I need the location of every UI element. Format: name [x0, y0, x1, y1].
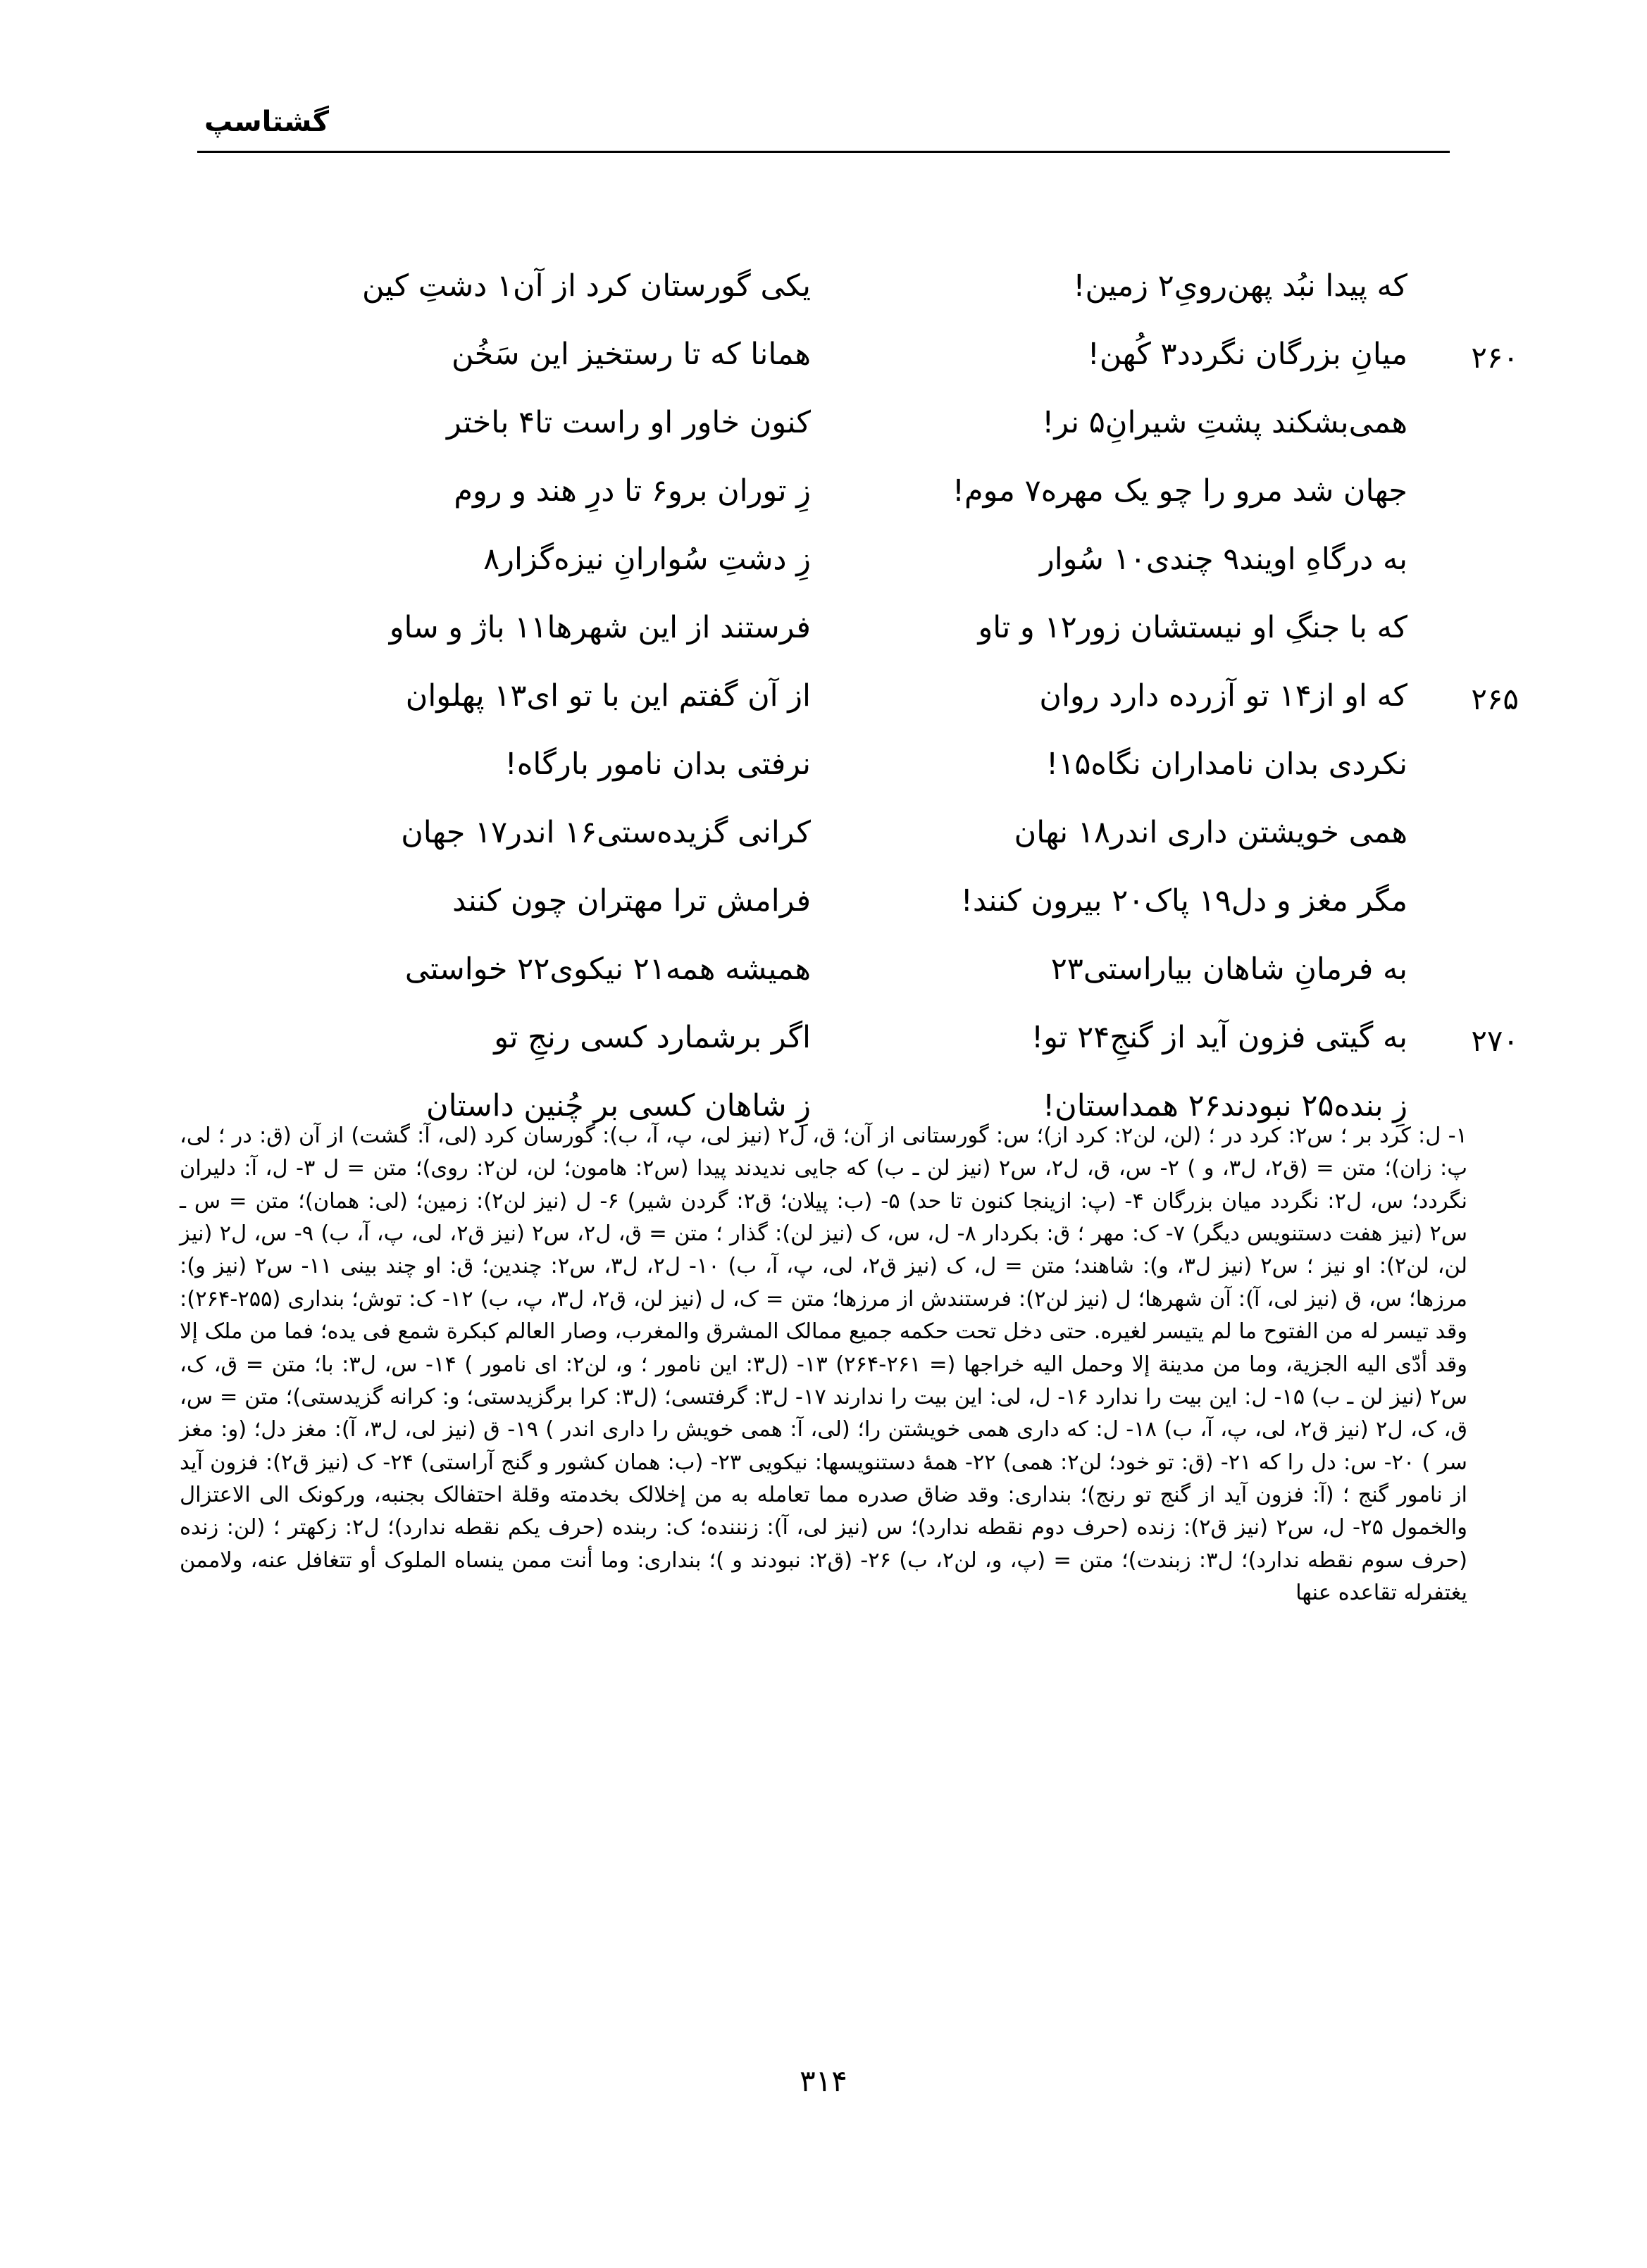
verse-row: [211, 541, 1436, 609]
hemistich-second: به درگاهِ اویند۹ چندی۱۰ سُوار: [1040, 542, 1407, 577]
verse-number: ۲۶۰: [1471, 340, 1519, 375]
hemistich-first: فرامش ترا مهتران چون کنند: [452, 883, 811, 918]
hemistich-second: که با جنگِ او نیستشان زور۱۲ و تاو: [978, 610, 1407, 645]
hemistich-second: که پیدا نبُد پهن‌رویِ۲ زمین!: [1073, 268, 1407, 304]
verse-row: [211, 336, 1519, 404]
running-head-title: گشتاسپ: [204, 106, 329, 138]
verse-row: [211, 814, 1436, 883]
verse-row: [211, 746, 1436, 814]
verse-number: ۲۶۵: [1471, 682, 1519, 716]
hemistich-first: نرفتی بدان نامور بارگاه!: [504, 747, 811, 782]
verse-row: [211, 883, 1436, 951]
verse-block: [211, 268, 1519, 1156]
verse-row: [211, 678, 1519, 746]
page-header: [197, 106, 1450, 190]
verse-row: [211, 473, 1436, 541]
hemistich-second: همی‌بشکند پشتِ شیرانِ۵ نر!: [1042, 405, 1407, 440]
hemistich-first: اگر برشمارد کسی رنجِ تو: [494, 1020, 811, 1055]
hemistich-second: مگر مغز و دل۱۹ پاک۲۰ بیرون کنند!: [960, 883, 1407, 918]
hemistich-first: کرانی گزیده‌ستی۱۶ اندر۱۷ جهان: [401, 815, 811, 850]
hemistich-second: که او از۱۴ تو آزرده دارد روان: [1039, 678, 1407, 714]
verse-row: [211, 268, 1436, 336]
hemistich-first: زِ شاهان کسی بر چُنین داستان: [425, 1088, 811, 1123]
hemistich-second: میانِ بزرگان نگردد۳ کُهن!: [1087, 337, 1407, 372]
hemistich-first: از آن گفتم این با تو ای۱۳ پهلوان: [405, 678, 811, 714]
hemistich-first: همانا که تا رستخیز این سَخُن: [451, 337, 811, 372]
hemistich-first: زِ دشتِ سُوارانِ نیزه‌گزار۸: [483, 542, 811, 577]
hemistich-first: کنون خاور او راست تا۴ باختر: [446, 405, 811, 440]
verse-row: [211, 609, 1436, 678]
hemistich-second: همی خویشتن داری اندر۱۸ نهان: [1014, 815, 1407, 850]
page-number: ۳۱۴: [800, 2064, 847, 2098]
hemistich-second: به گیتی فزون آید از گنجِ۲۴ تو!: [1031, 1020, 1407, 1055]
apparatus-paragraph: ۱- ل: کرد بر ؛ س۲: کرد در ؛ (لن، لن۲: کرد از)؛ س: گورستانی از آن؛ ق، ل۲ (نیز لی، پ، آ، ب): گورسان کرد (لی، آ: گشت) از آن (ق: در ؛ لی، پ: زان)؛ متن = (ق۲، ل۳، و ) ۲- س، ق، ل۲، س۲ (نیز لن ـ ب) که جایی ندیدند پیدا (س۲: هامون؛ لن، لن۲: روی)؛ متن = ل ۳- ل، آ: دلیران نگردد؛ س، ل۲: نگردد میان بزرگان ۴- (پ: ازینجا کنون تا حد) ۵- (ب: پیلان؛ ق۲: گردن شیر) ۶- ل (نیز لن۲): زمین؛ (لی: همان)؛ متن = س ـ س۲ (نیز هفت دستنویس دیگر) ۷- ک: مهر ؛ ق: بکردار ۸- ل، س، ک (نیز لن): گذار ؛ متن = ق، ل۲، س۲ (نیز ق۲، لی، پ، آ، ب) ۹- س، ل۲ (نیز لن، لن۲): او نیز ؛ س۲ (نیز ل۳، و): شاهند؛ متن = ل، ک (نیز ق۲، لی، پ، آ، ب) ۱۰- ل۲، ل۳، س۲: چندین؛ ق: او چند بینی ۱۱- س۲ (نیز و): مرزها؛ س، ق (نیز لی، آ): آن شهرها؛ ل (نیز لن۲): فرستندش از مرزها؛ متن = ک، ل (نیز لن، ق۲، ل۳، پ، ب) ۱۲- ک: توش؛ بنداری (۲۵۵-۲۶۴): وقد تیسر له من الفتوح ما لم یتیسر لغیره. حتی دخل تحت حکمه جمیع ممالک المشرق والمغرب، وصار العالم کبکرة شمع فی یده؛ فما من ملک إلا وقد أدّی الیه الجزیة، وما من مدینة إلا وحمل الیه خراجها (= ۲۶۱-۲۶۴) ۱۳- (ل۳: این نامور ؛ و، لن۲: ای نامور ) ۱۴- س، ل۳: با؛ متن = ق، ک، س۲ (نیز لن ـ ب) ۱۵- ل: این بیت را ندارد ۱۶- ل، لی: این بیت را ندارند ۱۷- ل۳: گرفتسی؛ (ل۳: کرا برگزیدستی؛ و: کرانه گزیدستی)؛ متن = س، ق، ک، ل۲ (نیز ق۲، لی، پ، آ، ب) ۱۸- ل: که داری همی خویشتن را؛ (لی، آ: همی خویش را داری اندر ) ۱۹- ق (نیز لی، ل۳، آ): مغز دل؛ (و: مغز سر ) ۲۰- س: دل را که ۲۱- (ق: تو خود؛ لن۲: همی) ۲۲- همهٔ دستنویسها: نیکویی ۲۳- (ب: همان کشور و گنج آراستی) ۲۴- ک (نیز ق۲): فزون آید از نامور گنج ؛ (آ: فزون آید از گنج تو رنج)؛ بنداری: وقد ضاق صدره مما تعامله به من إخلالک بخدمته وقلة احتفالک بجنبه، ورکونک الی الاعتزال والخمول ۲۵- ل، س۲ (نیز ق۲): زنده (حرف دوم نقطه ندارد)؛ س (نیز لی، آ): زنننده؛ ک: ربنده (حرف یکم نقطه ندارد)؛ ل۲: زکهتر ؛ (لن: زنده (حرف سوم نقطه ندارد)؛ ل۳: زبندت)؛ متن = (پ، و، لن۲، ب) ۲۶- (ق۲: نبودند و )؛ بنداری: وما أنت ممن ینساه الملوک أو تتغافل عنه، ولاممن یغتفرله تقاعده عنها: [180, 1123, 1468, 1606]
hemistich-first: زِ توران برو۶ تا درِ هند و روم: [454, 473, 811, 509]
hemistich-second: جهان شد مرو را چو یک مهره۷ موم!: [952, 473, 1407, 509]
verse-row: [211, 951, 1436, 1019]
verse-row: [211, 404, 1436, 473]
verse-row: [211, 1019, 1519, 1088]
hemistich-second: زِ بنده۲۵ نبودند۲۶ همداستان!: [1042, 1088, 1407, 1123]
hemistich-second: نکردی بدان نامداران نگاه۱۵!: [1045, 747, 1407, 782]
header-rule: [197, 151, 1450, 153]
verse-number: ۲۷۰: [1471, 1023, 1519, 1058]
hemistich-first: فرستند از این شهرها۱۱ باژ و ساو: [389, 610, 811, 645]
hemistich-first: یکی گورستان کرد از آن۱ دشتِ کین: [362, 268, 811, 304]
hemistich-first: همیشه همه۲۱ نیکوی۲۲ خواستی: [404, 952, 811, 987]
critical-apparatus: [180, 1120, 1467, 1609]
hemistich-second: به فرمانِ شاهان بیاراستی۲۳: [1050, 952, 1407, 987]
